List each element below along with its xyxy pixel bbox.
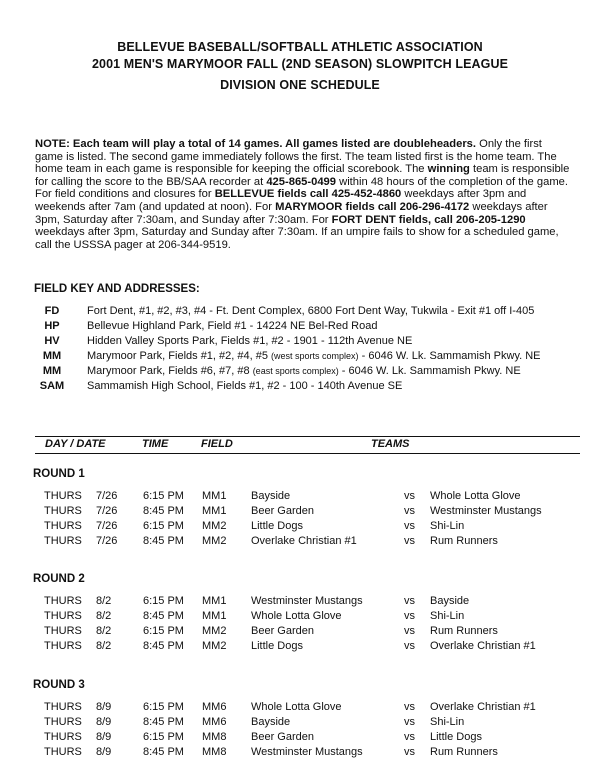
- away-team: Rum Runners: [430, 625, 498, 637]
- game-day: THURS: [44, 535, 82, 547]
- home-team: Westminster Mustangs: [251, 746, 363, 758]
- field-address: [87, 335, 412, 347]
- note-lead: NOTE: Each team will play a total of 14 games. All games listed are doubleheaders.: [35, 138, 477, 150]
- field-code: HV: [44, 335, 60, 347]
- game-date: 8/2: [96, 610, 112, 622]
- game-date: 8/2: [96, 595, 112, 607]
- field-tail: - 6046 W. Lk. Sammamish Pkwy. NE: [338, 365, 521, 377]
- game-time: 6:15 PM: [143, 595, 184, 607]
- field-code: FD: [44, 305, 60, 317]
- table-row: [0, 490, 600, 505]
- note-paragraph: [35, 138, 570, 251]
- game-day: THURS: [44, 625, 82, 637]
- field-address: [87, 320, 377, 332]
- note-text-3: within 48 hours of the completion of the game. For field conditions and closures for: [35, 175, 568, 201]
- game-date: 8/9: [96, 731, 112, 743]
- home-team: Westminster Mustangs: [251, 595, 363, 607]
- game-field: MM1: [202, 505, 227, 517]
- game-time: 8:45 PM: [143, 505, 184, 517]
- field-key-row: [30, 380, 590, 396]
- game-day: THURS: [44, 701, 82, 713]
- table-row: [0, 520, 600, 535]
- header-field: FIELD: [201, 438, 233, 450]
- field-note: (west sports complex): [271, 351, 359, 361]
- table-row: [0, 505, 600, 520]
- game-date: 7/26: [96, 490, 118, 502]
- field-desc: Marymoor Park, Fields #6, #7, #8: [87, 365, 253, 377]
- versus-label: vs: [404, 610, 415, 622]
- field-desc: Marymoor Park, Fields #1, #2, #4, #5: [87, 350, 272, 362]
- away-team: Bayside: [430, 595, 470, 607]
- versus-label: vs: [404, 640, 415, 652]
- field-key-row: [30, 365, 590, 381]
- game-day: THURS: [44, 640, 82, 652]
- home-team: Whole Lotta Glove: [251, 610, 342, 622]
- game-date: 7/26: [96, 535, 118, 547]
- game-day: THURS: [44, 490, 82, 502]
- note-text-6: weekdays after 3pm, Saturday and Sunday after 7:30am. If an umpire fails to show for a scheduled game, call the USSSA pager at 206-344-9519.: [35, 226, 559, 251]
- header-line-1: BELLEVUE BASEBALL/SOFTBALL ATHLETIC ASSOCIATION: [117, 40, 483, 54]
- field-key-row: [30, 305, 590, 321]
- game-time: 8:45 PM: [143, 535, 184, 547]
- away-team: Shi-Lin: [430, 520, 465, 532]
- game-day: THURS: [44, 595, 82, 607]
- header-teams: TEAMS: [371, 438, 410, 450]
- versus-label: vs: [404, 595, 415, 607]
- home-team: Little Dogs: [251, 640, 303, 652]
- round-title: ROUND 2: [33, 573, 85, 585]
- versus-label: vs: [404, 490, 415, 502]
- away-team: Whole Lotta Glove: [430, 490, 521, 502]
- game-field: MM2: [202, 520, 227, 532]
- header-day-date: DAY / DATE: [45, 438, 106, 450]
- away-team: Rum Runners: [430, 746, 498, 758]
- game-day: THURS: [44, 505, 82, 517]
- game-day: THURS: [44, 716, 82, 728]
- field-code: HP: [44, 320, 60, 332]
- game-time: 8:45 PM: [143, 640, 184, 652]
- game-field: MM1: [202, 610, 227, 622]
- field-code: SAM: [39, 380, 65, 392]
- field-key-row: [30, 350, 590, 366]
- game-day: THURS: [44, 746, 82, 758]
- note-winning: winning: [427, 163, 470, 176]
- note-text-4: weekdays after 3pm and weekends after 7am (and updated at noon). For: [35, 188, 527, 213]
- game-time: 6:15 PM: [143, 490, 184, 502]
- note-marymoor-phone: MARYMOOR fields call 206-296-4172: [275, 200, 470, 213]
- away-team: Shi-Lin: [430, 610, 465, 622]
- field-tail: - 6046 W. Lk. Sammamish Pkwy. NE: [358, 350, 541, 362]
- versus-label: vs: [404, 716, 415, 728]
- versus-label: vs: [404, 746, 415, 758]
- away-team: Overlake Christian #1: [430, 640, 536, 652]
- table-row: [0, 610, 600, 625]
- away-team: Shi-Lin: [430, 716, 465, 728]
- game-field: MM6: [202, 716, 227, 728]
- note-recorder-phone: 425-865-0499: [266, 175, 336, 188]
- versus-label: vs: [404, 520, 415, 532]
- table-row: [0, 595, 600, 610]
- away-team: Overlake Christian #1: [430, 701, 536, 713]
- game-date: 8/2: [96, 625, 112, 637]
- home-team: Bayside: [251, 490, 291, 502]
- field-address: [87, 350, 541, 362]
- table-row: [0, 640, 600, 655]
- game-date: 7/26: [96, 505, 118, 517]
- home-team: Beer Garden: [251, 625, 314, 637]
- table-row: [0, 731, 600, 746]
- versus-label: vs: [404, 505, 415, 517]
- field-address: [87, 365, 521, 377]
- field-desc: Bellevue Highland Park, Field #1 - 14224 NE Bel-Red Road: [87, 320, 378, 332]
- game-field: MM2: [202, 535, 227, 547]
- game-field: MM8: [202, 731, 227, 743]
- game-day: THURS: [44, 610, 82, 622]
- game-time: 6:15 PM: [143, 625, 184, 637]
- field-key-title: FIELD KEY AND ADDRESSES:: [34, 283, 200, 295]
- home-team: Overlake Christian #1: [251, 535, 357, 547]
- field-address: [87, 305, 534, 317]
- game-date: 8/2: [96, 640, 112, 652]
- game-field: MM2: [202, 625, 227, 637]
- away-team: Rum Runners: [430, 535, 498, 547]
- field-key-row: [30, 320, 590, 336]
- field-desc: Fort Dent, #1, #2, #3, #4 - Ft. Dent Complex, 6800 Fort Dent Way, Tukwila - Exit #1 off I-405: [87, 305, 535, 317]
- note-bellevue-phone: BELLEVUE fields call 425-452-4860: [214, 188, 402, 201]
- round-title: ROUND 3: [33, 679, 85, 691]
- game-time: 8:45 PM: [143, 746, 184, 758]
- table-row: [0, 746, 600, 761]
- game-field: MM2: [202, 640, 227, 652]
- game-time: 8:45 PM: [143, 610, 184, 622]
- field-code: MM: [42, 350, 62, 362]
- game-field: MM1: [202, 490, 227, 502]
- game-date: 8/9: [96, 746, 112, 758]
- schedule-table-header: [35, 436, 580, 454]
- note-text-2: team is responsible for calling the score to the BB/SAA recorder at: [35, 163, 570, 188]
- home-team: Little Dogs: [251, 520, 303, 532]
- header-line-3: DIVISION ONE SCHEDULE: [220, 78, 380, 92]
- versus-label: vs: [404, 701, 415, 713]
- field-key-row: [30, 335, 590, 351]
- home-team: Whole Lotta Glove: [251, 701, 342, 713]
- home-team: Beer Garden: [251, 731, 314, 743]
- game-date: 8/9: [96, 716, 112, 728]
- note-text-5: weekdays after 3pm, Saturday after 7:30am, and Sunday after 7:30am. For: [35, 200, 548, 226]
- header-line-2: 2001 MEN'S MARYMOOR FALL (2ND SEASON) SLOWPITCH LEAGUE: [91, 57, 509, 71]
- table-row: [0, 701, 600, 716]
- game-field: MM6: [202, 701, 227, 713]
- versus-label: vs: [404, 535, 415, 547]
- field-address: [87, 380, 402, 392]
- game-time: 8:45 PM: [143, 716, 184, 728]
- game-day: THURS: [44, 520, 82, 532]
- round-title: ROUND 1: [33, 468, 85, 480]
- game-time: 6:15 PM: [143, 520, 184, 532]
- versus-label: vs: [404, 731, 415, 743]
- away-team: Little Dogs: [430, 731, 482, 743]
- field-code: MM: [42, 365, 62, 377]
- game-date: 8/9: [96, 701, 112, 713]
- away-team: Westminster Mustangs: [430, 505, 542, 517]
- field-desc: Hidden Valley Sports Park, Fields #1, #2 - 1901 - 112th Avenue NE: [87, 335, 413, 347]
- game-time: 6:15 PM: [143, 731, 184, 743]
- game-day: THURS: [44, 731, 82, 743]
- table-row: [0, 535, 600, 550]
- note-fortdent-phone: FORT DENT fields, call 206-205-1290: [331, 213, 526, 226]
- field-desc: Sammamish High School, Fields #1, #2 - 100 - 140th Avenue SE: [87, 380, 403, 392]
- game-field: MM8: [202, 746, 227, 758]
- table-row: [0, 716, 600, 731]
- note-text-1: Only the first game is listed. The second game immediately follows the first. The team listed first is the home team. The home team in each game is responsible for keeping the official scorebook. The: [35, 138, 557, 176]
- game-field: MM1: [202, 595, 227, 607]
- game-time: 6:15 PM: [143, 701, 184, 713]
- header-time: TIME: [142, 438, 169, 450]
- field-note: (east sports complex): [252, 366, 339, 376]
- table-row: [0, 625, 600, 640]
- home-team: Beer Garden: [251, 505, 314, 517]
- versus-label: vs: [404, 625, 415, 637]
- home-team: Bayside: [251, 716, 291, 728]
- game-date: 7/26: [96, 520, 118, 532]
